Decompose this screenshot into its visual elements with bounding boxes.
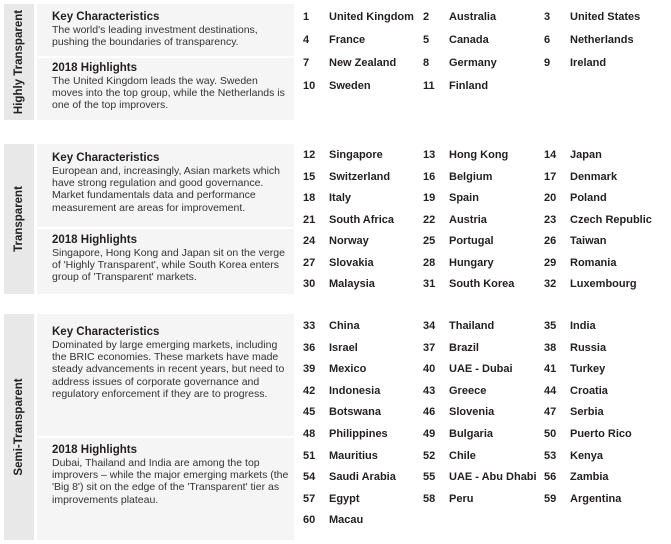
market-name: Sweden [329,80,371,92]
market-rank: 29 [544,256,557,269]
market-name: UAE - Abu Dhabi [449,471,537,484]
market-rank: 41 [544,363,557,376]
market-rank: 31 [423,278,436,290]
market-entry [544,319,596,333]
market-rank: 39 [303,363,316,376]
key-characteristics-title: Key Characteristics [52,326,160,338]
highlights [52,234,290,284]
market-name: South Korea [449,278,515,290]
market-name: Czech Republic [570,213,652,226]
market-name: Russia [570,341,607,354]
market-rank: 36 [303,341,316,354]
market-rank: 20 [544,192,557,204]
highlights-text: Singapore, Hong Kong and Japan sit on the verge of 'Highly Transparent', while South Korea enters group of 'Transparent' markets. [52,247,285,284]
market-name: Finland [449,80,489,92]
market-name: Greece [449,384,487,397]
market-name: Italy [329,192,352,204]
market-entry [423,319,494,333]
market-name: Hungary [449,256,494,269]
market-name: Canada [449,34,489,46]
market-entry [303,191,351,205]
market-rank: 60 [303,514,316,527]
market-entry [423,470,537,484]
tier-highly-transparent [0,4,671,120]
market-rank: 40 [423,363,436,376]
market-entry [423,362,513,376]
market-name: Romania [570,256,617,269]
market-rank: 16 [423,170,436,183]
market-rank: 34 [423,320,436,332]
market-entry [303,427,388,441]
market-entry [544,470,609,484]
market-rank: 50 [544,428,557,440]
market-rank: 47 [544,406,557,419]
market-rank: 2 [423,11,430,23]
market-name: Turkey [570,363,606,376]
market-name: Hong Kong [449,149,509,161]
highlights-text: Dubai, Thailand and India are among the top improvers – while the major emerging markets (the 'Big 8') sit on the edge of the 'Transparent' tier as improvements plateau. [52,457,289,506]
market-name: New Zealand [329,57,397,69]
market-entry [423,341,479,355]
market-rank: 12 [303,149,316,161]
market-entry [544,56,606,70]
market-rank: 17 [544,170,557,183]
market-rank: 3 [544,11,551,23]
market-name: Egypt [329,492,360,505]
market-entry [303,277,375,291]
market-name: Thailand [449,320,495,332]
market-rank: 26 [544,235,557,247]
market-name: Macau [329,514,364,527]
market-rank: 55 [423,471,436,484]
market-rank: 45 [303,406,316,419]
market-name: Japan [570,149,602,161]
market-entry [303,384,380,398]
market-name: China [329,320,360,332]
market-name: Poland [570,192,607,204]
market-entry [303,33,365,47]
market-rank: 53 [544,449,557,462]
market-entry [423,170,492,184]
market-name: South Africa [329,213,394,226]
market-name: Malaysia [329,278,375,290]
market-entry [303,148,383,162]
market-rank: 51 [303,449,316,462]
market-rank: 6 [544,34,551,46]
market-rank: 15 [303,170,316,183]
market-entry [544,191,607,205]
market-entry [544,256,616,270]
market-rank: 18 [303,192,316,204]
market-name: Kenya [570,449,604,462]
market-entry [303,56,396,70]
market-rank: 10 [303,80,316,92]
market-entry [544,213,652,227]
market-entry [303,170,390,184]
market-entry [544,170,617,184]
tier-label [4,314,37,540]
market-name: Taiwan [570,235,607,247]
market-name: Slovenia [449,406,495,419]
tier-label [4,144,37,294]
market-name: France [329,34,366,46]
market-name: Zambia [570,471,609,484]
market-name: Peru [449,492,474,505]
market-name: Puerto Rico [570,428,632,440]
market-rank: 58 [423,492,436,505]
market-rank: 28 [423,256,436,269]
highlights [52,444,290,506]
highlights [52,62,290,112]
market-rank: 49 [423,428,436,440]
market-name: Netherlands [570,34,634,46]
market-rank: 59 [544,492,557,505]
market-rank: 32 [544,278,557,290]
market-name: Singapore [329,149,383,161]
tier-description [37,144,294,294]
market-entry [303,513,363,527]
key-characteristics-title: Key Characteristics [52,11,160,23]
market-entry [303,362,366,376]
tier-semi-transparent [0,314,671,540]
market-entry [423,10,496,24]
market-name: Bulgaria [449,428,494,440]
market-name: Mexico [329,363,367,376]
market-name: Norway [329,235,369,247]
market-name: Belgium [449,170,493,183]
tier-label-text: Semi-Transparent [13,378,25,476]
market-entry [544,362,605,376]
market-entry [423,427,493,441]
market-entry [544,33,634,47]
tier-transparent [0,144,671,294]
market-entry [423,449,476,463]
market-rank: 30 [303,278,316,290]
market-entry [303,319,360,333]
market-rank: 13 [423,149,436,161]
market-rank: 42 [303,384,316,397]
market-entry [303,256,374,270]
market-rank: 25 [423,235,436,247]
market-entry [303,10,414,24]
market-entry [544,341,606,355]
market-rank: 9 [544,57,551,69]
market-rank: 37 [423,341,436,354]
market-rank: 44 [544,384,557,397]
divider [37,227,294,229]
market-name: Austria [449,213,487,226]
market-entry [303,341,358,355]
market-rank: 7 [303,57,310,69]
key-characteristics [52,152,290,214]
market-entry [544,10,640,24]
market-rank: 21 [303,213,316,226]
market-entry [544,384,608,398]
market-entry [423,213,487,227]
market-name: UAE - Dubai [449,363,513,376]
market-entry [423,33,489,47]
divider [37,56,294,58]
market-rank: 23 [544,213,557,226]
tier-label-text: Highly Transparent [13,9,25,115]
market-entry [303,79,371,93]
market-name: Mauritius [329,449,378,462]
market-entry [423,148,508,162]
market-name: United States [570,11,641,23]
market-name: United Kingdom [329,11,414,23]
market-rank: 56 [544,471,557,484]
key-characteristics-text: The world's leading investment destinations, pushing the boundaries of transparency. [52,24,258,49]
market-name: Slovakia [329,256,374,269]
market-entry [303,449,378,463]
market-name: Spain [449,192,479,204]
market-entry [544,148,602,162]
tier-description [37,314,294,540]
market-entry [544,449,603,463]
market-rank: 8 [423,57,430,69]
market-rank: 14 [544,149,557,161]
market-name: Australia [449,11,497,23]
market-entry [303,492,360,506]
market-entry [544,234,606,248]
market-name: Luxembourg [570,278,637,290]
market-entry [423,277,514,291]
key-characteristics-text: European and, increasingly, Asian markets which have strong regulation and good governance. Market fundamentals data and performance measurement are areas for improvement. [52,165,281,214]
market-rank: 33 [303,320,316,332]
market-entry [423,234,494,248]
market-rank: 35 [544,320,557,332]
market-name: Ireland [570,57,607,69]
market-entry [423,79,488,93]
key-characteristics-title: Key Characteristics [52,152,160,164]
market-entry [303,405,381,419]
market-rank: 38 [544,341,557,354]
market-name: Portugal [449,235,494,247]
market-rank: 24 [303,235,316,247]
market-name: Brazil [449,341,479,354]
market-entry [423,492,473,506]
market-rank: 19 [423,192,436,204]
tier-label [4,4,37,120]
market-name: Denmark [570,170,618,183]
market-entry [544,427,632,441]
market-name: Botswana [329,406,381,419]
market-name: Israel [329,341,358,354]
market-name: Switzerland [329,170,391,183]
market-entry [544,405,604,419]
market-name: Argentina [570,492,622,505]
tier-label-text: Transparent [13,186,25,252]
market-rank: 1 [303,11,310,23]
market-rank: 57 [303,492,316,505]
market-name: Philippines [329,428,388,440]
market-name: Serbia [570,406,604,419]
market-rank: 54 [303,471,316,484]
market-rank: 43 [423,384,436,397]
market-entry [303,470,396,484]
market-entry [544,277,637,291]
market-entry [303,234,369,248]
market-rank: 46 [423,406,436,419]
key-characteristics [52,11,290,48]
highlights-title: 2018 Highlights [52,234,137,246]
market-name: Chile [449,449,476,462]
market-name: Saudi Arabia [329,471,396,484]
tier-description [37,4,294,120]
market-rank: 11 [423,80,435,92]
market-name: Croatia [570,384,608,397]
market-entry [423,56,497,70]
market-rank: 22 [423,213,436,226]
key-characteristics [52,326,290,400]
highlights-title: 2018 Highlights [52,62,137,74]
key-characteristics-text: Dominated by large emerging markets, including the BRIC economies. These markets have made steady advancements in recent years, but need to address issues of corporate governance and regulatory enforcement if they are to progress. [52,339,285,400]
market-rank: 4 [303,34,310,46]
market-entry [303,213,394,227]
market-rank: 5 [423,34,430,46]
divider [37,436,294,438]
market-rank: 27 [303,256,316,269]
market-entry [544,492,621,506]
highlights-text: The United Kingdom leads the way. Sweden moves into the top group, while the Netherlands is one of the top improvers. [52,75,285,112]
market-entry [423,384,486,398]
market-rank: 48 [303,428,316,440]
market-name: Germany [449,57,497,69]
market-entry [423,405,494,419]
market-rank: 52 [423,449,436,462]
market-entry [423,256,494,270]
market-entry [423,191,479,205]
market-name: Indonesia [329,384,381,397]
highlights-title: 2018 Highlights [52,444,137,456]
market-name: India [570,320,596,332]
